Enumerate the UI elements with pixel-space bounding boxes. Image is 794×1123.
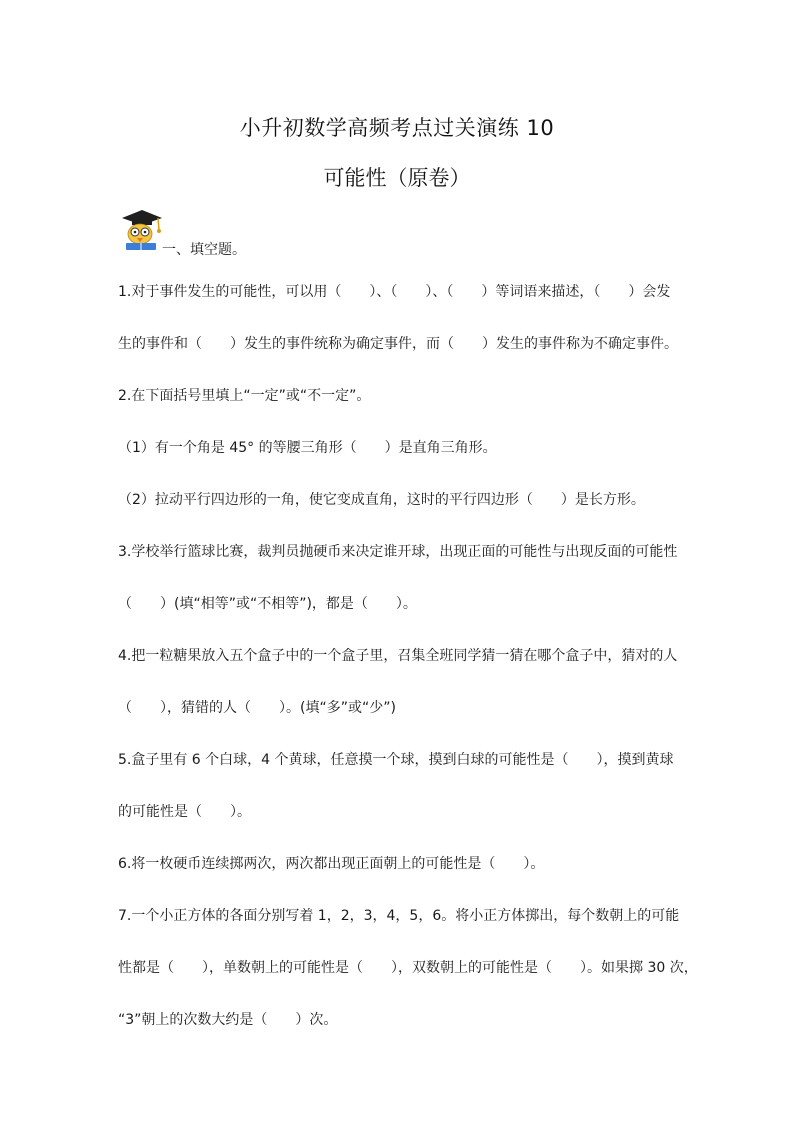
page-title: 小升初数学高频考点过关演练 10	[239, 116, 555, 140]
graduation-cap-mascot-icon	[118, 206, 164, 252]
text-line: “3”朝上的次数大约是（ ）次。	[118, 1012, 338, 1028]
text-line: （ ），猜错的人（ ）。(填“多”或“少”)	[118, 700, 396, 716]
text-line: （2）拉动平行四边形的一角，使它变成直角，这时的平行四边形（ ）是长方形。	[118, 492, 645, 508]
text-line: 生的事件和（ ）发生的事件统称为确定事件，而（ ）发生的事件称为不确定事件。	[118, 336, 678, 352]
text-line: 3.学校举行篮球比赛，裁判员抛硬币来决定谁开球，出现正面的可能性与出现反面的可能性	[118, 544, 678, 560]
text-line: 5.盒子里有 6 个白球，4 个黄球，任意摸一个球，摸到白球的可能性是（ ），摸到黄球	[118, 752, 674, 768]
text-line: 1.对于事件发生的可能性，可以用（ ）、（ ）、（ ）等词语来描述，（ ）会发	[118, 284, 671, 300]
text-line: 2.在下面括号里填上“一定”或“不一定”。	[118, 388, 371, 404]
text-line: 4.把一粒糖果放入五个盒子中的一个盒子里，召集全班同学猜一猜在哪个盒子中，猜对的人	[118, 648, 678, 664]
page-subtitle: 可能性（原卷）	[323, 166, 471, 190]
text-line: 7.一个小正方体的各面分别写着 1，2，3，4，5，6。将小正方体掷出，每个数朝上的可能	[118, 908, 680, 924]
text-line: （1）有一个角是 45° 的等腰三角形（ ）是直角三角形。	[118, 440, 497, 456]
text-line: （ ）(填“相等”或“不相等”)，都是（ ）。	[118, 596, 417, 612]
text-line: 性都是（ ），单数朝上的可能性是（ ），双数朝上的可能性是（ ）。如果掷 30 次，	[118, 960, 698, 976]
text-line: 的可能性是（ ）。	[118, 804, 251, 820]
section-header	[118, 206, 418, 256]
section-label: 一、填空题。	[162, 242, 246, 258]
text-line: 6.将一枚硬币连续掷两次，两次都出现正面朝上的可能性是（ ）。	[118, 856, 545, 872]
